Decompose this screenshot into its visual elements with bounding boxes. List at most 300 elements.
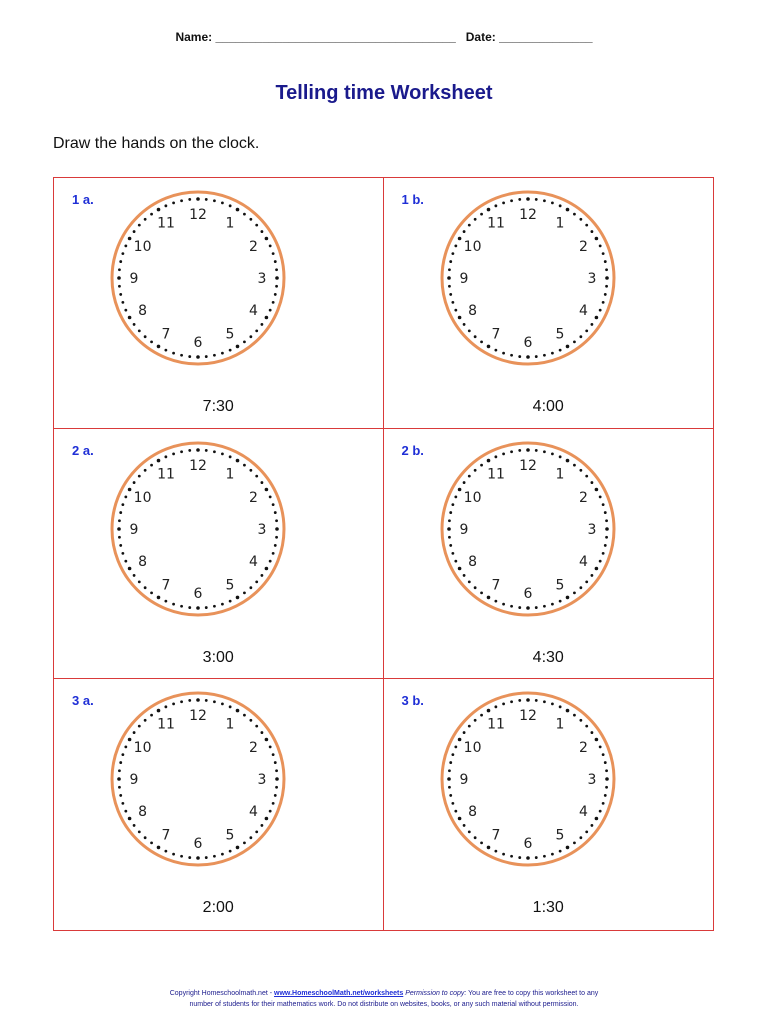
minute-dot — [502, 853, 505, 856]
minute-dot — [164, 349, 167, 352]
minute-dot — [590, 481, 593, 484]
name-date-line — [0, 30, 768, 44]
minute-dot — [144, 469, 147, 472]
minute-dot — [601, 503, 604, 506]
minute-dot — [462, 323, 465, 326]
minute-dot — [454, 559, 457, 562]
minute-dot — [275, 285, 278, 288]
minute-dot — [594, 237, 598, 241]
minute-dot — [486, 458, 490, 462]
minute-dot — [269, 746, 272, 749]
minute-dot — [229, 204, 232, 207]
target-time: 3:00 — [202, 648, 234, 666]
instructions: Draw the hands on the clock. — [53, 135, 260, 152]
minute-dot — [502, 201, 505, 204]
minute-dot — [558, 850, 561, 853]
minute-dot — [534, 449, 537, 452]
target-time: 7:30 — [202, 398, 234, 415]
minute-dot — [124, 810, 127, 813]
minute-dot — [243, 463, 246, 466]
minute-dot — [188, 198, 191, 201]
minute-dot — [473, 586, 476, 589]
minute-dot — [180, 855, 183, 858]
minute-dot — [119, 794, 122, 797]
minute-dot — [150, 463, 153, 466]
minute-dot — [467, 329, 470, 332]
minute-dot — [164, 850, 167, 853]
minute-dot — [494, 706, 497, 709]
minute-dot — [486, 345, 490, 349]
minute-dot — [275, 268, 278, 271]
minute-dot — [462, 824, 465, 827]
minute-dot — [558, 455, 561, 458]
minute-dot — [601, 252, 604, 255]
minute-dot — [573, 591, 576, 594]
clock-number: 8 — [467, 553, 477, 570]
minute-dot — [119, 511, 122, 514]
minute-dot — [261, 824, 264, 827]
minute-dot — [229, 850, 232, 853]
minute-dot — [510, 605, 513, 608]
minute-dot — [585, 224, 588, 227]
clock-number: 11 — [157, 466, 175, 483]
minute-dot — [133, 574, 136, 577]
minute-dot — [486, 709, 490, 713]
minute-dot — [585, 831, 588, 834]
clock-number: 10 — [463, 489, 481, 506]
clock-number: 3 — [257, 772, 267, 789]
minute-dot — [265, 237, 269, 241]
clock-number: 6 — [523, 585, 532, 602]
minute-dot — [543, 855, 546, 858]
minute-dot — [534, 355, 537, 358]
clock-face[interactable] — [438, 439, 618, 619]
minute-dot — [457, 237, 461, 241]
minute-dot — [180, 354, 183, 357]
minute-dot — [144, 837, 147, 840]
clock-number: 11 — [486, 215, 505, 232]
minute-dot — [213, 605, 216, 608]
minute-dot — [605, 527, 609, 531]
clock-number: 2 — [248, 740, 258, 757]
minute-dot — [467, 580, 470, 583]
minute-dot — [605, 268, 608, 271]
minute-dot — [480, 213, 483, 216]
minute-dot — [205, 699, 208, 702]
minute-dot — [579, 335, 582, 338]
clock-number: 3 — [587, 772, 596, 789]
problem-label: 3 b. — [401, 693, 424, 709]
minute-dot — [205, 606, 208, 609]
minute-dot — [164, 706, 167, 709]
minute-dot — [213, 701, 216, 704]
minute-dot — [138, 474, 141, 477]
clock-number: 1 — [225, 215, 235, 232]
minute-dot — [518, 856, 521, 859]
minute-dot — [265, 566, 269, 570]
clock-number: 4 — [248, 553, 258, 570]
clock-number: 7 — [161, 827, 171, 844]
clock-number: 8 — [138, 553, 148, 570]
minute-dot — [180, 605, 183, 608]
minute-dot — [188, 606, 191, 609]
minute-dot — [565, 345, 569, 349]
clock-number: 4 — [578, 303, 588, 319]
minute-dot — [213, 354, 216, 357]
minute-dot — [221, 602, 224, 605]
minute-dot — [605, 786, 608, 789]
minute-dot — [261, 230, 264, 233]
minute-dot — [494, 850, 497, 853]
clock-number: 1 — [225, 466, 235, 483]
minute-dot — [150, 213, 153, 216]
minute-dot — [480, 463, 483, 466]
minute-dot — [502, 452, 505, 455]
minute-dot — [502, 602, 505, 605]
minute-dot — [164, 599, 167, 602]
minute-dot — [579, 719, 582, 722]
problem-cell — [54, 429, 384, 680]
minute-dot — [573, 341, 576, 344]
minute-dot — [138, 725, 141, 728]
minute-dot — [274, 544, 277, 547]
minute-dot — [144, 218, 147, 221]
clock-number: 12 — [518, 457, 537, 474]
minute-dot — [451, 802, 454, 805]
clock-number: 9 — [129, 772, 139, 789]
problem-cell — [54, 679, 384, 930]
minute-dot — [518, 449, 521, 452]
minute-dot — [558, 204, 561, 207]
clock-face[interactable] — [108, 439, 288, 619]
target-time: 1:30 — [532, 899, 564, 917]
problem-cell — [384, 679, 714, 930]
clock-number: 4 — [578, 804, 588, 821]
clock-number: 11 — [157, 215, 175, 232]
minute-dot — [565, 458, 569, 462]
clock-number: 9 — [459, 772, 468, 789]
clock-number: 5 — [225, 827, 235, 844]
minute-dot — [121, 802, 124, 805]
minute-dot — [603, 544, 606, 547]
minute-dot — [272, 503, 275, 506]
clock-face[interactable] — [108, 188, 288, 368]
minute-dot — [579, 837, 582, 840]
clock-face[interactable] — [108, 689, 288, 869]
minute-dot — [605, 778, 609, 782]
minute-dot — [494, 455, 497, 458]
minute-dot — [594, 566, 598, 570]
minute-dot — [124, 746, 127, 749]
problem-cell — [54, 178, 384, 429]
clock-number: 4 — [578, 553, 588, 570]
minute-dot — [150, 591, 153, 594]
minute-dot — [261, 731, 264, 734]
minute-dot — [196, 448, 200, 452]
minute-dot — [543, 701, 546, 704]
minute-dot — [526, 448, 530, 452]
minute-dot — [196, 857, 200, 861]
minute-dot — [594, 487, 598, 491]
problem-label: 3 a. — [72, 693, 94, 709]
minute-dot — [449, 794, 452, 797]
minute-dot — [558, 599, 561, 602]
minute-dot — [119, 293, 122, 296]
minute-dot — [454, 309, 457, 312]
minute-dot — [172, 201, 175, 204]
minute-dot — [454, 244, 457, 247]
minute-dot — [573, 714, 576, 717]
minute-dot — [601, 802, 604, 805]
minute-dot — [150, 714, 153, 717]
minute-dot — [118, 285, 121, 288]
minute-dot — [128, 316, 132, 320]
name-blank[interactable]: ____________________________________ — [215, 30, 456, 44]
clock-number: 10 — [133, 239, 152, 255]
minute-dot — [518, 198, 521, 201]
minute-dot — [274, 511, 277, 514]
minute-dot — [265, 316, 269, 320]
minute-dot — [229, 455, 232, 458]
minute-dot — [598, 244, 601, 247]
minute-dot — [534, 699, 537, 702]
minute-dot — [275, 770, 278, 773]
minute-dot — [486, 208, 490, 212]
minute-dot — [510, 199, 513, 202]
minute-dot — [447, 778, 451, 782]
minute-dot — [558, 349, 561, 352]
minute-dot — [172, 452, 175, 455]
clock-number: 8 — [467, 804, 477, 821]
minute-dot — [157, 595, 161, 599]
minute-dot — [124, 559, 127, 562]
minute-dot — [598, 559, 601, 562]
minute-dot — [188, 449, 191, 452]
clock-number: 9 — [129, 271, 139, 287]
clock-number: 11 — [486, 716, 505, 733]
minute-dot — [543, 605, 546, 608]
clock-number: 5 — [225, 577, 235, 594]
clock-number: 3 — [587, 521, 596, 538]
minute-dot — [213, 450, 216, 453]
minute-dot — [447, 527, 451, 531]
minute-dot — [261, 481, 264, 484]
minute-dot — [573, 842, 576, 845]
minute-dot — [229, 599, 232, 602]
minute-dot — [585, 725, 588, 728]
minute-dot — [585, 329, 588, 332]
minute-dot — [462, 230, 465, 233]
minute-dot — [133, 481, 136, 484]
clock-number: 8 — [138, 303, 148, 319]
minute-dot — [221, 201, 224, 204]
minute-dot — [205, 449, 208, 452]
minute-dot — [451, 552, 454, 555]
minute-dot — [605, 770, 608, 773]
minute-dot — [274, 260, 277, 263]
minute-dot — [164, 455, 167, 458]
minute-dot — [236, 345, 240, 349]
minute-dot — [236, 595, 240, 599]
minute-dot — [594, 316, 598, 320]
minute-dot — [255, 474, 258, 477]
clock-number: 7 — [491, 326, 500, 343]
clock-number: 8 — [138, 804, 148, 821]
clock-number: 12 — [518, 708, 537, 725]
minute-dot — [590, 574, 593, 577]
minute-dot — [448, 770, 451, 773]
minute-dot — [275, 519, 278, 522]
minute-dot — [451, 503, 454, 506]
minute-dot — [457, 566, 461, 570]
minute-dot — [274, 293, 277, 296]
minute-dot — [565, 208, 569, 212]
minute-dot — [138, 224, 141, 227]
worksheet-title: Telling time Worksheet — [275, 82, 493, 104]
minute-dot — [150, 842, 153, 845]
minute-dot — [565, 709, 569, 713]
minute-dot — [236, 458, 240, 462]
minute-dot — [272, 552, 275, 555]
minute-dot — [598, 746, 601, 749]
minute-dot — [272, 754, 275, 757]
minute-dot — [601, 754, 604, 757]
minute-dot — [150, 341, 153, 344]
date-blank[interactable]: ______________ — [499, 30, 593, 44]
minute-dot — [510, 701, 513, 704]
minute-dot — [510, 354, 513, 357]
minute-dot — [480, 842, 483, 845]
minute-dot — [205, 355, 208, 358]
clock-number: 4 — [248, 804, 258, 821]
minute-dot — [526, 355, 530, 359]
minute-dot — [243, 842, 246, 845]
clock-number: 3 — [257, 521, 267, 538]
minute-dot — [119, 260, 122, 263]
minute-dot — [601, 552, 604, 555]
minute-dot — [447, 276, 451, 280]
minute-dot — [473, 469, 476, 472]
footer-link[interactable]: www.HomeschoolMath.net/worksheets — [274, 990, 404, 997]
clock-number: 10 — [133, 489, 152, 506]
minute-dot — [196, 606, 200, 610]
minute-dot — [272, 802, 275, 805]
minute-dot — [249, 335, 252, 338]
minute-dot — [133, 824, 136, 827]
problem-label: 1 b. — [401, 192, 424, 207]
minute-dot — [534, 856, 537, 859]
minute-dot — [448, 786, 451, 789]
minute-dot — [272, 301, 275, 304]
minute-dot — [454, 495, 457, 498]
minute-dot — [121, 252, 124, 255]
clock-number: 6 — [193, 836, 203, 853]
clock-number: 8 — [467, 303, 477, 319]
minute-dot — [558, 706, 561, 709]
minute-dot — [451, 754, 454, 757]
minute-dot — [462, 481, 465, 484]
minute-dot — [124, 309, 127, 312]
minute-dot — [249, 218, 252, 221]
minute-dot — [180, 199, 183, 202]
clock-number: 2 — [248, 239, 258, 255]
minute-dot — [551, 201, 554, 204]
minute-dot — [117, 527, 121, 531]
minute-dot — [603, 511, 606, 514]
minute-dot — [196, 699, 200, 703]
minute-dot — [457, 817, 461, 821]
minute-dot — [236, 846, 240, 850]
minute-dot — [117, 276, 121, 280]
clock-number: 6 — [193, 335, 203, 351]
minute-dot — [269, 559, 272, 562]
minute-dot — [213, 199, 216, 202]
minute-dot — [494, 599, 497, 602]
minute-dot — [605, 536, 608, 539]
minute-dot — [473, 335, 476, 338]
minute-dot — [236, 709, 240, 713]
minute-dot — [467, 224, 470, 227]
minute-dot — [121, 552, 124, 555]
clock-number: 1 — [555, 215, 564, 232]
clock-face[interactable] — [438, 689, 618, 869]
minute-dot — [486, 846, 490, 850]
minute-dot — [255, 580, 258, 583]
minute-dot — [603, 293, 606, 296]
minute-dot — [526, 699, 530, 703]
minute-dot — [255, 831, 258, 834]
minute-dot — [603, 794, 606, 797]
minute-dot — [188, 856, 191, 859]
problem-cell — [384, 429, 714, 680]
clock-face[interactable] — [438, 188, 618, 368]
minute-dot — [269, 244, 272, 247]
clock-number: 11 — [157, 716, 175, 733]
minute-dot — [473, 719, 476, 722]
minute-dot — [448, 285, 451, 288]
minute-dot — [243, 714, 246, 717]
minute-dot — [543, 450, 546, 453]
minute-dot — [494, 349, 497, 352]
clock-number: 10 — [463, 239, 481, 255]
footer-line-2: number of students for their mathematics work. Do not distribute on websites, books, or any such material without permission. — [189, 1001, 579, 1008]
minute-dot — [457, 738, 461, 742]
minute-dot — [551, 352, 554, 355]
clock-number: 2 — [578, 239, 588, 255]
minute-dot — [590, 824, 593, 827]
minute-dot — [221, 853, 224, 856]
minute-dot — [180, 701, 183, 704]
clock-number: 10 — [463, 740, 481, 757]
clock-number: 12 — [189, 708, 207, 725]
clock-number: 11 — [486, 466, 505, 483]
minute-dot — [128, 566, 132, 570]
clock-number: 9 — [459, 271, 468, 287]
problem-label: 2 a. — [72, 442, 94, 458]
minute-dot — [128, 817, 132, 821]
minute-dot — [494, 204, 497, 207]
minute-dot — [138, 329, 141, 332]
minute-dot — [598, 495, 601, 498]
minute-dot — [590, 731, 593, 734]
minute-dot — [275, 778, 279, 782]
minute-dot — [138, 831, 141, 834]
minute-dot — [449, 544, 452, 547]
minute-dot — [133, 230, 136, 233]
minute-dot — [579, 469, 582, 472]
minute-dot — [454, 810, 457, 813]
minute-dot — [502, 352, 505, 355]
